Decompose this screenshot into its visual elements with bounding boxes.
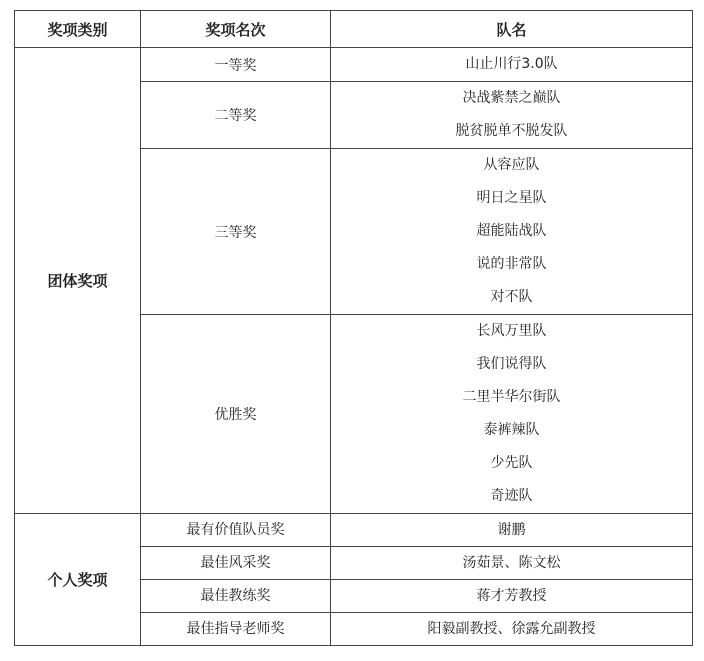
header-award-rank: 奖项名次	[141, 11, 331, 48]
teams-first-prize	[331, 48, 693, 82]
team-name: 泰裤辣队	[483, 422, 540, 438]
team-name: 我们说得队	[476, 356, 547, 372]
winner-best-coach	[331, 580, 693, 613]
winner-name: 阳毅副教授、徐露允副教授	[427, 621, 596, 637]
awards-table	[14, 10, 693, 646]
team-name: 从容应队	[483, 157, 540, 173]
rank-best-advisor	[141, 613, 331, 646]
winner-name: 汤茹景、陈文松	[462, 555, 561, 571]
rank-label: 最佳风采奖	[200, 555, 271, 571]
winner-best-advisor	[331, 613, 693, 646]
header-award-category: 奖项类别	[15, 11, 141, 48]
team-name: 奇迹队	[490, 488, 533, 504]
table-row	[15, 48, 693, 82]
rank-best-style	[141, 547, 331, 580]
team-name: 超能陆战队	[476, 223, 547, 239]
header-team-name: 队名	[331, 11, 693, 48]
header-row	[15, 11, 693, 48]
table-body	[15, 48, 693, 646]
table-header	[15, 11, 693, 48]
category-individual-awards: 个人奖项	[15, 514, 141, 646]
team-name: 二里半华尔街队	[462, 389, 561, 405]
category-team-awards: 团体奖项	[15, 48, 141, 514]
winner-name: 谢鹏	[497, 522, 526, 538]
team-name: 山止川行3.0队	[465, 56, 558, 72]
rank-label: 最佳指导老师奖	[186, 621, 285, 637]
teams-second-prize	[331, 82, 693, 149]
teams-merit-prize	[331, 315, 693, 514]
rank-second-prize: 二等奖	[141, 82, 331, 149]
rank-merit-prize: 优胜奖	[141, 315, 331, 514]
teams-third-prize	[331, 149, 693, 315]
rank-label: 最佳教练奖	[200, 588, 271, 604]
winner-mvp	[331, 514, 693, 547]
winner-name: 蒋才芳教授	[476, 588, 547, 604]
team-name: 长风万里队	[476, 323, 547, 339]
rank-mvp	[141, 514, 331, 547]
team-name: 对不队	[490, 289, 533, 305]
team-name: 决战紫禁之巅队	[462, 90, 561, 106]
team-name: 明日之星队	[476, 190, 547, 206]
rank-label: 最有价值队员奖	[186, 522, 285, 538]
rank-first-prize: 一等奖	[141, 48, 331, 82]
rank-third-prize: 三等奖	[141, 149, 331, 315]
team-name: 脱贫脱单不脱发队	[455, 123, 568, 139]
table-row	[15, 514, 693, 547]
winner-best-style	[331, 547, 693, 580]
team-name: 少先队	[490, 455, 533, 471]
rank-best-coach	[141, 580, 331, 613]
team-name: 说的非常队	[476, 256, 547, 272]
